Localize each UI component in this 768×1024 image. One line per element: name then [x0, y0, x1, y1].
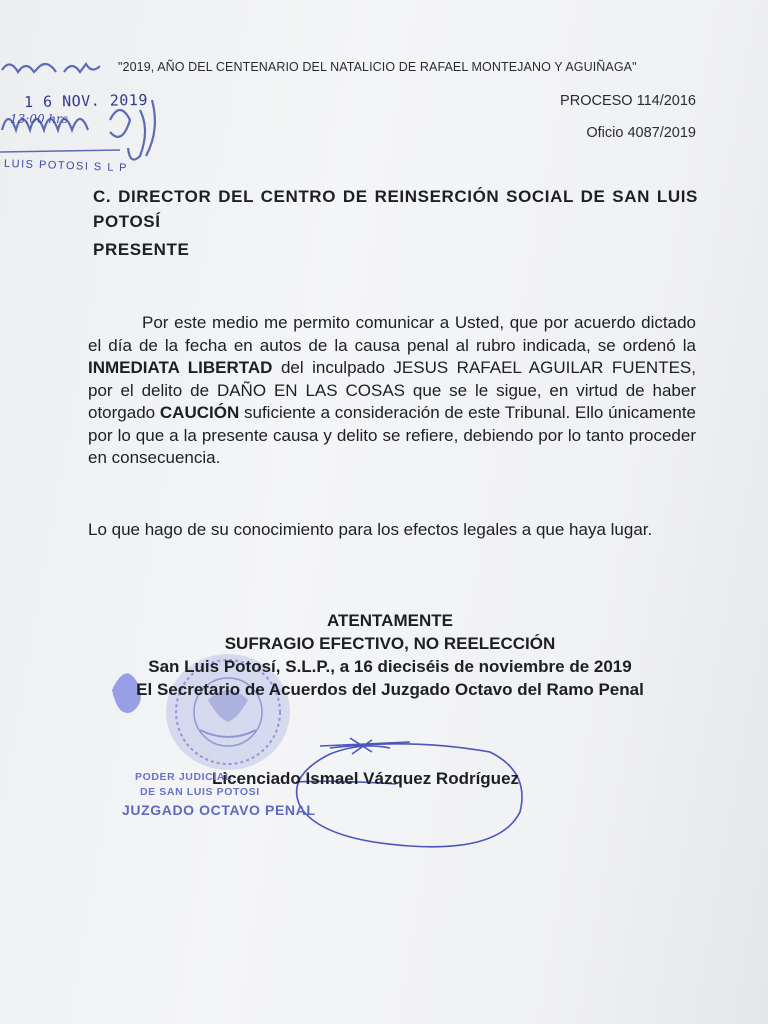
reception-stamp-city: LUIS POTOSI S L P [3, 157, 129, 175]
greeting: PRESENTE [93, 240, 190, 259]
sign-line-place-date: San Luis Potosí, S.L.P., a 16 dieciséis de noviembre de 2019 [148, 657, 632, 676]
signature-block [80, 609, 700, 701]
process-number: PROCESO 114/2016 [560, 93, 696, 109]
seal-text-line3: JUZGADO OCTAVO PENAL [122, 802, 316, 818]
seal-text-line2: DE SAN LUIS POTOSI [140, 786, 260, 798]
sign-line-title: El Secretario de Acuerdos del Juzgado Octavo del Ramo Penal [136, 680, 644, 699]
sign-line-atentamente: ATENTAMENTE [327, 611, 453, 630]
accused-name: AGUILAR FUENTES, [528, 358, 696, 377]
reception-stamp-date: 1 6 NOV. 2019 [23, 90, 149, 112]
body-paragraph [88, 312, 696, 470]
closing-paragraph: Lo que hago de su conocimiento para los efectos legales a que haya lugar. [88, 520, 653, 539]
bail-term: CAUCIÓN [159, 403, 240, 422]
body-text-2: del inculpado JESUS RAFAEL [272, 358, 529, 377]
body-text-4: suficiente a consideración de este Tribunal. Ello únicamente por lo que a la presente causa y delito se refiere, debiendo por lo tanto proceder en consecuencia. [88, 403, 697, 467]
body-text-3: por el delito de DAÑO EN LAS COSAS que se le sigue, en virtud de haber otorgado [88, 380, 696, 422]
release-order: INMEDIATA LIBERTAD [88, 358, 273, 377]
addressee: C. DIRECTOR DEL CENTRO DE REINSERCIÓN SOCIAL DE SAN LUIS POTOSÍ [93, 187, 698, 231]
office-number: Oficio 4087/2019 [586, 125, 696, 141]
reception-stamp-time: 13:00 hrs [10, 112, 69, 126]
year-motto: "2019, AÑO DEL CENTENARIO DEL NATALICIO DE RAFAEL MONTEJANO Y AGUIÑAGA" [118, 60, 637, 74]
seal-text-line1: PODER JUDICIAL [135, 771, 233, 783]
signer-name: Licenciado Ismael Vázquez Rodríguez [212, 769, 520, 788]
sign-line-slogan: SUFRAGIO EFECTIVO, NO REELECCIÓN [224, 634, 556, 653]
body-text-1: Por este medio me permito comunicar a Usted, que por acuerdo dictado el día de la fecha en autos de la causa penal al rubro indicada, se ordenó la [88, 313, 696, 355]
